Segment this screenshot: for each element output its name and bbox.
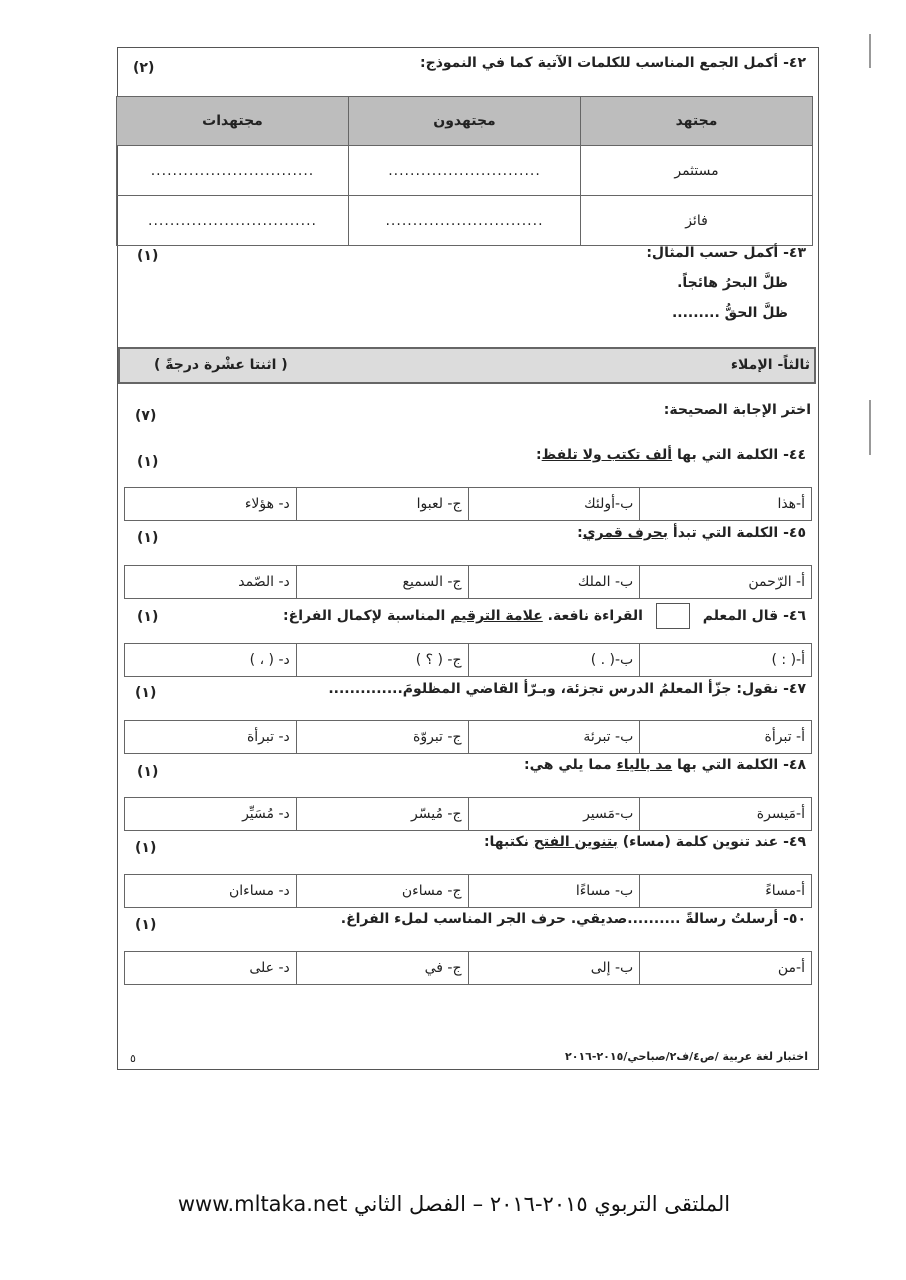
q47-options	[124, 720, 812, 754]
answer-blank[interactable]: ..............................	[117, 146, 349, 196]
option-a[interactable]: أ-( : )	[640, 644, 812, 677]
option-d[interactable]: د- مُسَيِّر	[125, 798, 297, 831]
punctuation-blank-box[interactable]	[656, 603, 690, 629]
q44-text: ٤٤- الكلمة التي بها ألف تكتب ولا تلفظ:	[536, 447, 806, 463]
q46-text: ٤٦- قال المعلم القراءة نافعة. علامة الترقيم المناسبة لإكمال الفراغ:	[283, 603, 806, 629]
q43-example: ظلَّ البحرُ هائجاً.	[677, 275, 788, 291]
option-c[interactable]: ج- في	[296, 952, 468, 985]
table-cell: فائز	[581, 196, 813, 246]
option-d[interactable]: د- الصّمد	[125, 566, 297, 599]
scan-edge-mark	[869, 34, 871, 68]
option-d[interactable]: د- تبرأة	[125, 721, 297, 754]
table-cell: مستثمر	[581, 146, 813, 196]
table-row	[117, 146, 813, 196]
answer-blank[interactable]: ............................	[349, 146, 581, 196]
option-b[interactable]: ب- الملك	[468, 566, 640, 599]
q44-mark: (١)	[137, 454, 159, 470]
q45-text: ٤٥- الكلمة التي تبدأ بحرف قمري:	[577, 525, 806, 541]
option-a[interactable]: أ- الرّحمن	[640, 566, 812, 599]
option-b[interactable]: ب-أولئك	[468, 488, 640, 521]
site-watermark: الملتقى التربوي ٢٠١٥-٢٠١٦ – الفصل الثاني www.mltaka.net	[177, 1192, 731, 1216]
q42-mark: (٢)	[133, 60, 155, 76]
section-points: ( اثنتا عشْرة درجةً )	[154, 357, 288, 373]
option-b[interactable]: ب-( . )	[468, 644, 640, 677]
exam-info-footer: اختبار لغة عربية /ص٤/ف٢/صباحي/٢٠١٥-٢٠١٦	[565, 1050, 808, 1063]
option-c[interactable]: ج- مساءن	[296, 875, 468, 908]
q43-text: ٤٣- أكمل حسب المثال:	[646, 245, 806, 261]
answer-blank[interactable]: ...............................	[117, 196, 349, 246]
q45-options	[124, 565, 812, 599]
q49-mark: (١)	[135, 840, 157, 856]
option-d[interactable]: د- على	[125, 952, 297, 985]
section-title: ثالثاً- الإملاء	[730, 357, 810, 373]
option-c[interactable]: ج- تبروّة	[296, 721, 468, 754]
option-c[interactable]: ج- لعبوا	[296, 488, 468, 521]
option-d[interactable]: د- ( ، )	[125, 644, 297, 677]
option-b[interactable]: ب- إلى	[468, 952, 640, 985]
option-b[interactable]: ب- مساءًا	[468, 875, 640, 908]
table-row	[117, 196, 813, 246]
option-a[interactable]: أ-مَيسرة	[640, 798, 812, 831]
option-b[interactable]: ب- تبرئة	[468, 721, 640, 754]
choose-instruction: اختر الإجابة الصحيحة:	[663, 402, 811, 418]
q47-text: ٤٧- نقول: جزّأ المعلمُ الدرس تجزئة، وبـرّأ القاضي المظلومَ..............	[328, 681, 806, 697]
q47-mark: (١)	[135, 685, 157, 701]
plural-header-singular: مجتهد	[581, 97, 813, 146]
option-a[interactable]: أ-مساءً	[640, 875, 812, 908]
q42-text: ٤٢- أكمل الجمع المناسب للكلمات الآتية كما في النموذج:	[420, 55, 806, 71]
q49-options	[124, 874, 812, 908]
q49-text: ٤٩- عند تنوين كلمة (مساء) بتنوين الفتح نكتبها:	[483, 834, 806, 850]
q48-options	[124, 797, 812, 831]
choose-mark: (٧)	[135, 408, 157, 424]
option-c[interactable]: ج- السميع	[296, 566, 468, 599]
option-d[interactable]: د- مساءان	[125, 875, 297, 908]
q50-mark: (١)	[135, 917, 157, 933]
option-a[interactable]: أ- تبرأة	[640, 721, 812, 754]
option-d[interactable]: د- هؤلاء	[125, 488, 297, 521]
q44-options	[124, 487, 812, 521]
q48-text: ٤٨- الكلمة التي بها مد بالياء مما يلي هي:	[524, 757, 806, 773]
q43-mark: (١)	[137, 248, 159, 264]
q43-prompt[interactable]: ظلَّ الحقُّ .........	[671, 305, 788, 321]
option-c[interactable]: ج- مُيسّر	[296, 798, 468, 831]
q50-options	[124, 951, 812, 985]
q50-text: ٥٠- أرسلتُ رسالةً ..........صديقي. حرف الجر المناسب لملء الفراغ.	[340, 911, 806, 927]
option-b[interactable]: ب-مَسير	[468, 798, 640, 831]
scan-edge-mark	[869, 400, 871, 455]
option-c[interactable]: ج- ( ؟ )	[296, 644, 468, 677]
option-a[interactable]: أ-من	[640, 952, 812, 985]
section-header	[118, 347, 816, 384]
page-number: ٥	[130, 1052, 136, 1065]
plural-table	[116, 96, 813, 246]
q48-mark: (١)	[137, 764, 159, 780]
plural-header-fem: مجتهدات	[117, 97, 349, 146]
plural-header-masc: مجتهدون	[349, 97, 581, 146]
q46-options	[124, 643, 812, 677]
q45-mark: (١)	[137, 530, 159, 546]
q46-mark: (١)	[137, 609, 159, 625]
option-a[interactable]: أ-هذا	[640, 488, 812, 521]
answer-blank[interactable]: .............................	[349, 196, 581, 246]
